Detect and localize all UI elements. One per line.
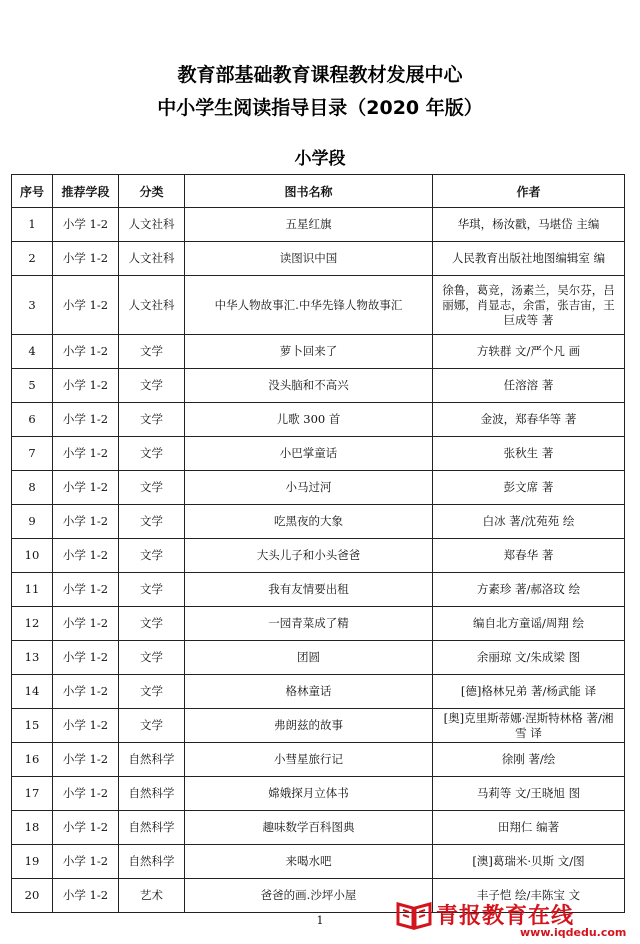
row-category: 文学 [119, 471, 185, 505]
row-author: 华琪，杨汝戳，马堪岱 主编 [433, 208, 625, 242]
row-grade: 小学 1-2 [53, 641, 119, 675]
row-author: 田翔仁 编著 [433, 811, 625, 845]
row-grade: 小学 1-2 [53, 811, 119, 845]
row-category: 人文社科 [119, 208, 185, 242]
document-subtitle: 中小学生阅读指导目录（2020 年版） [157, 97, 483, 119]
row-index: 19 [12, 845, 53, 879]
row-index: 15 [12, 709, 53, 743]
row-grade: 小学 1-2 [53, 743, 119, 777]
table-row [12, 403, 625, 437]
row-book-title: 吃黑夜的大象 [185, 505, 433, 539]
book-logo-icon [396, 898, 432, 930]
row-author: 金波，郑春华等 著 [433, 403, 625, 437]
row-author: 方轶群 文/严个凡 画 [433, 335, 625, 369]
row-category: 文学 [119, 437, 185, 471]
row-grade: 小学 1-2 [53, 573, 119, 607]
column-header-category: 分类 [119, 175, 185, 208]
column-header-index: 序号 [12, 175, 53, 208]
row-category: 文学 [119, 607, 185, 641]
row-grade: 小学 1-2 [53, 403, 119, 437]
row-author: 编自北方童谣/周翔 绘 [433, 607, 625, 641]
row-category: 自然科学 [119, 845, 185, 879]
row-grade: 小学 1-2 [53, 242, 119, 276]
table-row [12, 845, 625, 879]
row-book-title: 格林童话 [185, 675, 433, 709]
row-index: 6 [12, 403, 53, 437]
row-book-title: 趣味数学百科图典 [185, 811, 433, 845]
book-list-table [11, 174, 625, 913]
table-row [12, 539, 625, 573]
row-category: 文学 [119, 403, 185, 437]
table-row [12, 437, 625, 471]
section-heading: 小学段 [294, 149, 346, 169]
row-book-title: 读图识中国 [185, 242, 433, 276]
row-book-title: 没头脑和不高兴 [185, 369, 433, 403]
row-index: 18 [12, 811, 53, 845]
row-index: 14 [12, 675, 53, 709]
row-book-title: 五星红旗 [185, 208, 433, 242]
row-grade: 小学 1-2 [53, 539, 119, 573]
row-book-title: 儿歌 300 首 [185, 403, 433, 437]
row-author: 余丽琼 文/朱成梁 图 [433, 641, 625, 675]
table-row [12, 335, 625, 369]
table-row [12, 709, 625, 743]
row-category: 文学 [119, 539, 185, 573]
row-index: 10 [12, 539, 53, 573]
row-book-title: 弗朗兹的故事 [185, 709, 433, 743]
row-index: 8 [12, 471, 53, 505]
row-author: 方素珍 著/郝洛玟 绘 [433, 573, 625, 607]
table-row [12, 276, 625, 335]
column-header-author: 作者 [433, 175, 625, 208]
row-author: 郑春华 著 [433, 539, 625, 573]
row-category: 自然科学 [119, 777, 185, 811]
table-row [12, 369, 625, 403]
row-index: 2 [12, 242, 53, 276]
row-index: 16 [12, 743, 53, 777]
row-category: 自然科学 [119, 811, 185, 845]
row-index: 12 [12, 607, 53, 641]
row-index: 11 [12, 573, 53, 607]
table-row [12, 811, 625, 845]
row-category: 人文社科 [119, 242, 185, 276]
row-grade: 小学 1-2 [53, 845, 119, 879]
row-index: 20 [12, 879, 53, 913]
row-index: 13 [12, 641, 53, 675]
row-author: 白冰 著/沈苑苑 绘 [433, 505, 625, 539]
row-author: 徐刚 著/绘 [433, 743, 625, 777]
row-grade: 小学 1-2 [53, 675, 119, 709]
row-author: [奥]克里斯蒂娜·涅斯特林格 著/湘雪 译 [433, 709, 625, 743]
row-grade: 小学 1-2 [53, 879, 119, 913]
row-book-title: 团圆 [185, 641, 433, 675]
table-row [12, 675, 625, 709]
row-book-title: 一园青菜成了精 [185, 607, 433, 641]
row-category: 文学 [119, 505, 185, 539]
row-grade: 小学 1-2 [53, 369, 119, 403]
row-book-title: 中华人物故事汇.中华先锋人物故事汇 [185, 276, 433, 335]
row-book-title: 小巴掌童话 [185, 437, 433, 471]
table-row [12, 641, 625, 675]
row-author: 徐鲁，葛竞，汤素兰，吴尔芬，吕丽娜，肖显志，余雷，张吉宙，王巨成等 著 [433, 276, 625, 335]
row-author: [德]格林兄弟 著/杨武能 译 [433, 675, 625, 709]
row-category: 人文社科 [119, 276, 185, 335]
row-index: 5 [12, 369, 53, 403]
row-author: 人民教育出版社地图编辑室 编 [433, 242, 625, 276]
row-grade: 小学 1-2 [53, 335, 119, 369]
row-book-title: 来喝水吧 [185, 845, 433, 879]
watermark-url: www.iqdedu.com [520, 926, 627, 939]
column-header-grade: 推荐学段 [53, 175, 119, 208]
row-book-title: 我有友情要出租 [185, 573, 433, 607]
row-category: 文学 [119, 369, 185, 403]
document-title: 教育部基础教育课程教材发展中心 [177, 64, 463, 86]
row-author: 张秋生 著 [433, 437, 625, 471]
table-row [12, 607, 625, 641]
row-index: 9 [12, 505, 53, 539]
table-row [12, 208, 625, 242]
row-grade: 小学 1-2 [53, 437, 119, 471]
table-row [12, 573, 625, 607]
table-row [12, 743, 625, 777]
row-book-title: 小马过河 [185, 471, 433, 505]
row-category: 艺术 [119, 879, 185, 913]
row-category: 文学 [119, 573, 185, 607]
watermark-text: 青报教育在线 [436, 903, 575, 929]
table-row [12, 777, 625, 811]
row-grade: 小学 1-2 [53, 208, 119, 242]
row-author: [澳]葛瑞米·贝斯 文/图 [433, 845, 625, 879]
table-header-row [12, 175, 625, 208]
row-category: 文学 [119, 709, 185, 743]
row-category: 文学 [119, 675, 185, 709]
row-grade: 小学 1-2 [53, 276, 119, 335]
column-header-title: 图书名称 [185, 175, 433, 208]
row-index: 4 [12, 335, 53, 369]
row-index: 17 [12, 777, 53, 811]
row-book-title: 萝卜回来了 [185, 335, 433, 369]
row-grade: 小学 1-2 [53, 505, 119, 539]
row-grade: 小学 1-2 [53, 777, 119, 811]
row-author: 彭文席 著 [433, 471, 625, 505]
page-number: 1 [316, 914, 324, 927]
row-index: 1 [12, 208, 53, 242]
table-row [12, 471, 625, 505]
row-book-title: 大头儿子和小头爸爸 [185, 539, 433, 573]
row-author: 任溶溶 著 [433, 369, 625, 403]
table-row [12, 505, 625, 539]
row-grade: 小学 1-2 [53, 607, 119, 641]
row-category: 文学 [119, 335, 185, 369]
row-book-title: 爸爸的画.沙坪小屋 [185, 879, 433, 913]
table-row [12, 242, 625, 276]
row-grade: 小学 1-2 [53, 471, 119, 505]
row-index: 3 [12, 276, 53, 335]
row-category: 自然科学 [119, 743, 185, 777]
row-author: 丰子恺 绘/丰陈宝 文 [433, 879, 625, 913]
row-category: 文学 [119, 641, 185, 675]
row-grade: 小学 1-2 [53, 709, 119, 743]
row-book-title: 嫦娥探月立体书 [185, 777, 433, 811]
row-author: 马莉等 文/王晓旭 图 [433, 777, 625, 811]
row-index: 7 [12, 437, 53, 471]
row-book-title: 小彗星旅行记 [185, 743, 433, 777]
